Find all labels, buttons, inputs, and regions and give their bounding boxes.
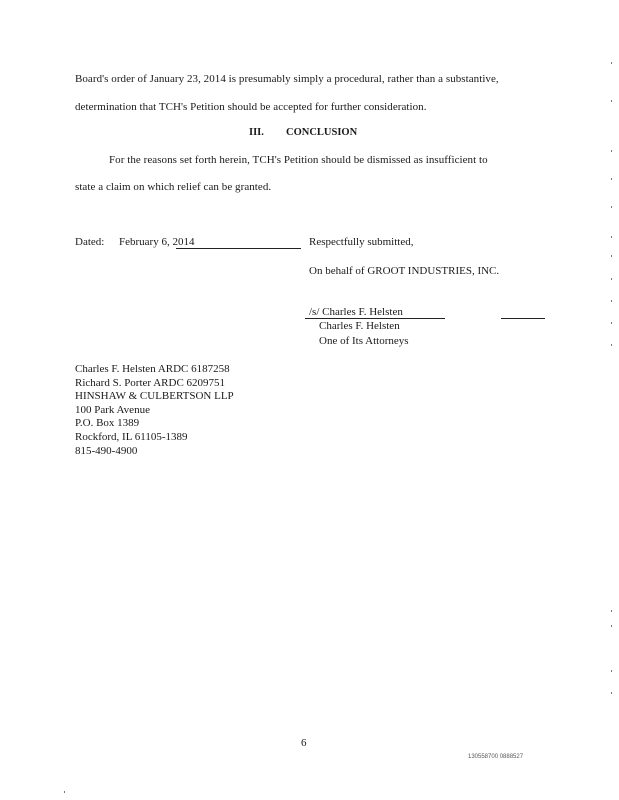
scan-speck [64,791,65,793]
page-number: 6 [301,737,307,749]
counsel-line: P.O. Box 1389 [75,417,140,430]
scan-speck [611,300,612,302]
counsel-line: Charles F. Helsten ARDC 6187258 [75,363,230,375]
scan-speck [611,236,612,238]
scan-speck [611,100,612,102]
counsel-line: HINSHAW & CULBERTSON LLP [75,390,234,403]
date-underline [176,248,301,249]
section-title: CONCLUSION [286,127,358,138]
counsel-block [75,363,234,458]
section-number: III. [249,127,264,138]
scan-speck [611,692,612,694]
scan-speck [611,206,612,208]
counsel-line: 100 Park Avenue [75,403,150,416]
scan-speck [611,625,612,627]
counsel-line: 815-490-4900 [75,444,138,457]
electronic-signature: /s/ Charles F. Helsten [309,306,403,318]
scan-speck [611,178,612,180]
scan-speck [611,670,612,672]
signer-role: One of Its Attorneys [319,335,409,347]
signature-line-extension [501,318,545,319]
dated-value: February 6, 2014 [119,236,195,248]
counsel-line: Richard S. Porter ARDC 6209751 [75,376,226,389]
signer-name: Charles F. Helsten [319,320,400,332]
signature-line [305,318,445,319]
scan-speck [611,322,612,324]
scan-speck [611,278,612,280]
document-id: 130558700 0888527 [468,754,524,760]
counsel-line: Rockford, IL 61105-1389 [75,430,188,443]
on-behalf-of: On behalf of GROOT INDUSTRIES, INC. [309,265,500,277]
body-paragraph-line: For the reasons set forth herein, TCH's Petition should be dismissed as insufficient to [109,154,488,166]
scan-speck [611,610,612,612]
body-paragraph-line: determination that TCH's Petition should be accepted for further consideration. [75,101,427,113]
scan-speck [611,255,612,257]
dated-label: Dated: [75,236,105,248]
closing-phrase: Respectfully submitted, [309,236,414,248]
scan-speck [611,62,612,64]
body-paragraph-line: state a claim on which relief can be granted. [75,181,272,193]
body-paragraph-line: Board's order of January 23, 2014 is presumably simply a procedural, rather than a substantive, [75,73,499,85]
scan-speck [611,344,612,346]
scan-speck [611,150,612,152]
